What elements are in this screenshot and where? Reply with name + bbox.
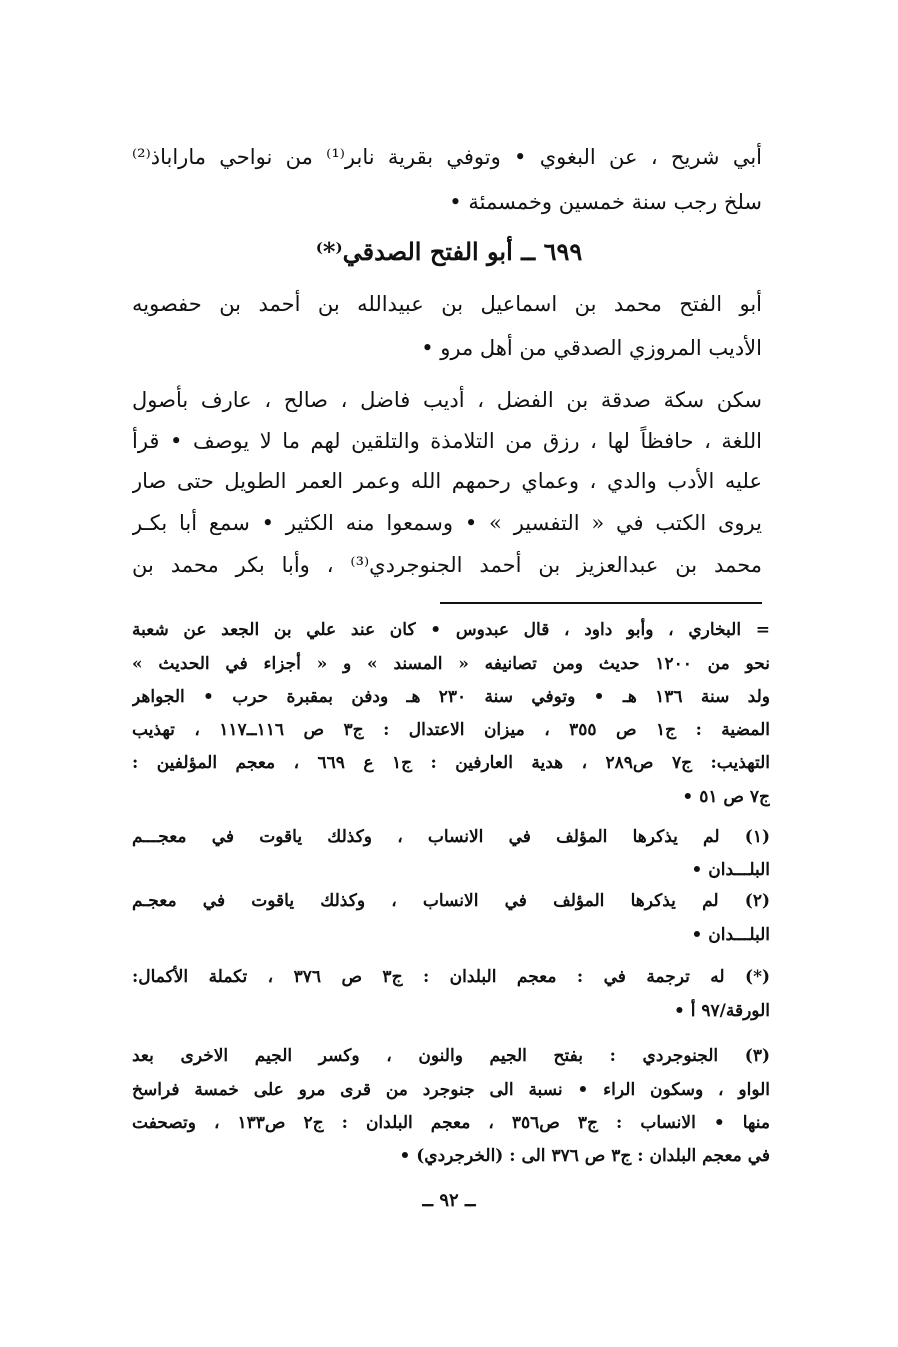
body-line: يروى الكتب في « التفسير » • وسمعوا منه الكثير • سمع أبا بكـر [132,511,762,535]
footnote-line: البلـــدان • [691,925,770,945]
footnote-line: المضية : ج١ ص ٣٥٥ ، ميزان الاعتدال : ج٣ ص ١١٦ــ١١٧ ، تهذيب [132,720,770,740]
footnote-line: في معجم البلدان : ج٣ ص ٣٧٦ الى : (الخرجردي) • [399,1146,770,1166]
footnote-line: الورقة/٩٧ أ • [673,1001,770,1021]
footnote-line: البلـــدان • [691,860,770,880]
body-line: اللغة ، حافظاً لها ، رزق من التلامذة والتلقين لهم ما لا يوصف • قرأ [132,429,762,453]
body-line: الأديب المروزي الصدقي من أهل مرو • [421,336,762,360]
footnote-1: (١) لم يذكرها المؤلف في الانساب ، وكذلك ياقوت في معجـــم [132,827,770,847]
footnote-line: ج٧ ص ٥١ • [682,787,770,807]
body-line: سلخ رجب سنة خمسين وخمسمئة • [449,190,762,214]
body-line: أبي شريح ، عن البغوي • وتوفي بقرية نابر⁽¹⁾ من نواحي ماراباذ⁽²⁾ [132,145,762,169]
footnote-3: (٣) الجنوجردي : بفتح الجيم والنون ، وكسر الجيم الاخرى بعد [132,1046,770,1066]
footnote-separator [440,602,762,604]
page-number: ــ ٩٢ ــ [422,1190,476,1211]
footnote-line: منها • الانساب : ج٣ ص٣٥٦ ، معجم البلدان : ج٢ ص١٣٣ ، وتصحفت [132,1113,770,1133]
body-line: سكن سكة صدقة بن الفضل ، أديب فاضل ، صالح ، عارف بأصول [132,388,762,412]
footnote-line: ولد سنة ١٣٦ هـ • وتوفي سنة ٢٣٠ هـ ودفن بمقبرة حرب • الجواهر [132,687,770,707]
entry-heading: ٦٩٩ ــ أبو الفتح الصدقي⁽*⁾ [315,237,583,266]
footnote-line: التهذيب: ج٧ ص٢٨٩ ، هدية العارفين : ج١ ع ٦٦٩ ، معجم المؤلفين : [132,753,770,773]
footnote-line: = البخاري ، وأبو داود ، قال عبدوس • كان عند علي بن الجعد عن شعبة [132,620,770,640]
body-line: عليه الأدب والدي ، وعماي رحمهم الله وعمر العمر الطويل حتى صار [132,469,762,493]
footnote-star: (*) له ترجمة في : معجم البلدان : ج٣ ص ٣٧٦ ، تكملة الأكمال: [132,967,770,987]
footnote-line: نحو من ١٢٠٠ حديث ومن تصانيفه « المسند » و « أجزاء في الحديث » [132,654,770,674]
footnote-line: الواو ، وسكون الراء • نسبة الى جنوجرد من قرى مرو على خمسة فراسخ [132,1080,770,1100]
body-line: أبو الفتح محمد بن اسماعيل بن عبيدالله بن أحمد بن حفصويه [132,292,762,316]
footnote-2: (٢) لم يذكرها المؤلف في الانساب ، وكذلك ياقوت في معجـم [132,891,770,911]
body-line: محمد بن عبدالعزيز بن أحمد الجنوجردي⁽³⁾ ، وأبا بكر محمد بن [132,553,762,577]
